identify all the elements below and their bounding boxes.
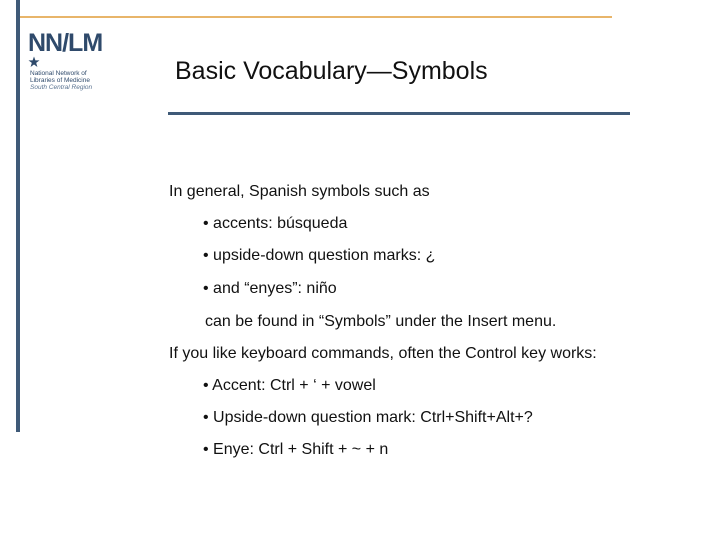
bullet-accent-shortcut: • Accent: Ctrl + ‘ + vowel — [203, 377, 376, 394]
title-underline — [168, 112, 630, 115]
bullet-enye-shortcut: • Enye: Ctrl + Shift + ~ + n — [203, 441, 389, 458]
bullet-question-shortcut: • Upside-down question mark: Ctrl+Shift+Alt+? — [203, 409, 533, 426]
star-icon — [28, 56, 40, 68]
logo-line-1: National Network of — [30, 70, 87, 77]
intro-text: In general, Spanish symbols such as — [169, 183, 430, 200]
logo-line-3: South Central Region — [30, 84, 93, 91]
keyboard-intro: If you like keyboard commands, often the Control key works: — [169, 345, 597, 362]
slide-title: Basic Vocabulary—Symbols — [175, 57, 488, 85]
nnlm-logo — [28, 30, 108, 92]
logo-line-2: Libraries of Medicine — [30, 77, 90, 84]
top-accent-rule — [16, 16, 612, 18]
logo-wordmark: NN/LM — [28, 29, 103, 57]
insert-menu-note: can be found in “Symbols” under the Insert menu. — [205, 313, 557, 330]
bullet-accents: • accents: búsqueda — [203, 215, 348, 232]
bullet-question-marks: • upside-down question marks: ¿ — [203, 247, 436, 264]
bullet-enyes: • and “enyes”: niño — [203, 280, 337, 297]
left-accent-rule — [16, 0, 20, 432]
